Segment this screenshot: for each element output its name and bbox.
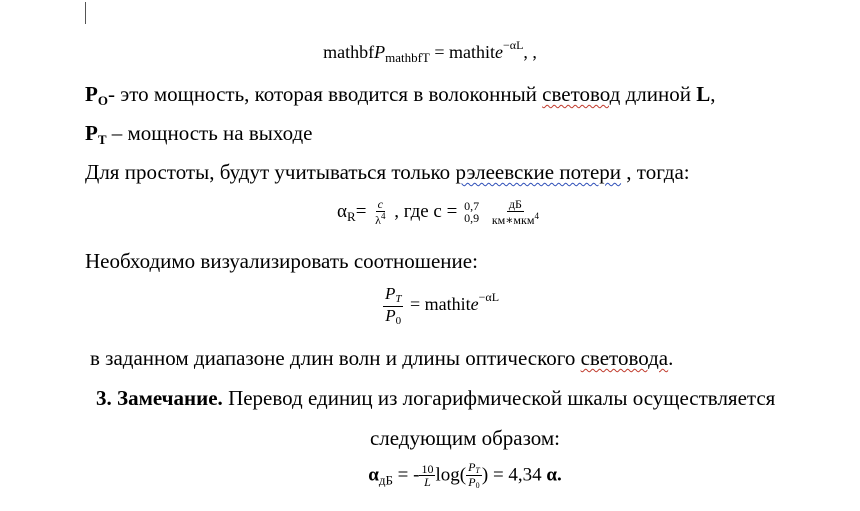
rayleigh-sentence: Для простоты, будут учитываться только рэлеевские потери , тогда:: [85, 160, 690, 184]
p0-definition: $P_O-$ это мощность, которая вводится в волоконный световод длиной L,: [85, 82, 716, 108]
formula-power-decay: mathbfP$_{mathbfT}$ = mathite$^{-\alpha L}$, ,: [323, 38, 537, 65]
ratio-fraction: $\frac{PT}{P0}$: [384, 284, 402, 327]
formula-ratio: $\frac{PT}{P0}$ = mathite$^{-\alpha L}$: [384, 284, 500, 327]
range-sentence: в заданном диапазоне длин волн и длины оптического световода.: [90, 346, 674, 370]
ten-over-l: $\frac{10}{L}$: [421, 461, 434, 490]
unit-fraction: $\frac{дБ}{км∗мкм^4}$: [491, 197, 539, 227]
pt-definition: $P_T$ – мощность на выходе: [85, 121, 313, 147]
remark-continuation: следующим образом:: [369, 426, 561, 450]
formula-rayleigh: $\alpha_R=$ $\frac{c}{\lambda^4}$ , где с = 0,7 0,9 $\frac{дБ}{км∗мкм^4}$: [337, 197, 539, 227]
coefficient-range: 0,7 0,9: [464, 198, 480, 226]
text-cursor: [85, 2, 86, 24]
pt-over-p0: $\frac{PT}{P0}$: [468, 460, 480, 491]
remark-heading: 3. Замечание. Перевод единиц из логарифмической шкалы осуществляется: [96, 386, 776, 410]
fraction-c-over-lambda: $\frac{c}{\lambda^4}$: [375, 197, 386, 227]
spellcheck-word[interactable]: световод: [542, 82, 621, 106]
spellcheck-phrase[interactable]: рэлеевские потери: [455, 160, 622, 184]
visualize-sentence: Необходимо визуализировать соотношение:: [85, 249, 478, 273]
spellcheck-word[interactable]: световода: [580, 346, 669, 370]
formula-db-conversion: $\alpha_{дБ}$ = - $\frac{10}{L}$ log( $\frac{PT}{P0}$ ) = 4,34 α.: [368, 460, 562, 491]
